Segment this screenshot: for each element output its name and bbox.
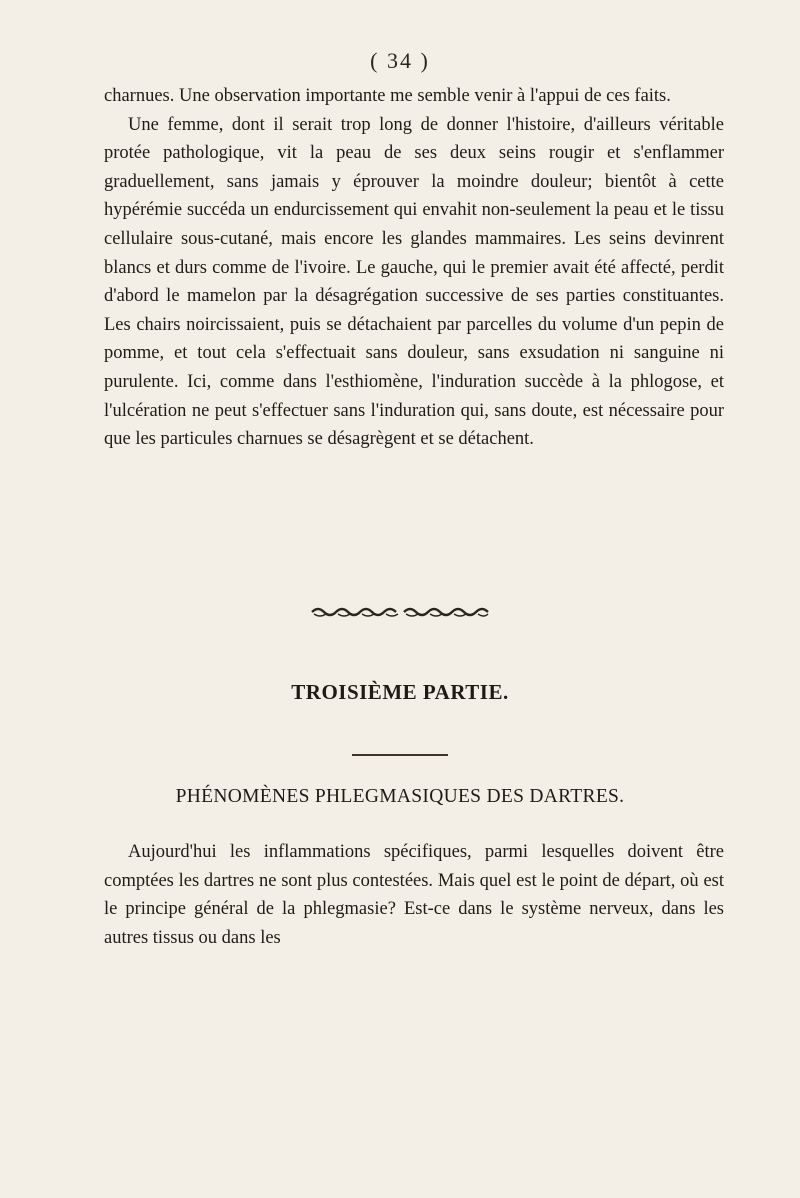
ornament-divider: [0, 605, 800, 624]
paragraph: Aujourd'hui les inflammations spécifiques, parmi lesquelles doivent être comptées les dartres ne sont plus contestées. Mais quel est le point de départ, où est le principe général de la phlegmasie? Est-ce dans le système nerveux, dans les autres tissus ou dans les: [104, 842, 724, 948]
title-rule: [352, 754, 448, 756]
ornament-icon: [310, 605, 490, 619]
section-title: PHÉNOMÈNES PHLEGMASIQUES DES DARTRES.: [175, 786, 625, 807]
paragraph: charnues. Une observation importante me semble venir à l'appui de ces faits.: [104, 86, 671, 106]
page-number: ( 34 ): [370, 48, 430, 73]
text-block-part1: [104, 82, 724, 454]
text-block-part2: [104, 838, 724, 952]
part-title: TROISIÈME PARTIE.: [291, 680, 509, 704]
paragraph: Une femme, dont il serait trop long de donner l'histoire, d'ailleurs véritable protée pathologique, vit la peau de ses deux seins rougir et s'enflammer graduellement, sans jamais y éprouver la moindre douleur; bientôt à cette hypérémie succéda un endurcissement qui envahit non-seulement la peau et le tissu cellulaire sous-cutané, mais encore les glandes mammaires. Les seins devinrent blancs et durs comme de l'ivoire. Le gauche, qui le premier avait été affecté, perdit d'abord le mamelon par la désagrégation successive de ses parties constituantes. Les chairs noircissaient, puis se détachaient par parcelles du volume d'un pepin de pomme, et tout cela s'effectuait sans douleur, sans exsudation ni sanguine ni purulente. Ici, comme dans l'esthiomène, l'induration succède à la phlogose, et l'ulcération ne peut s'effectuer sans l'induration qui, sans doute, est nécessaire pour que les particules charnues se désagrègent et se détachent.: [104, 114, 724, 450]
